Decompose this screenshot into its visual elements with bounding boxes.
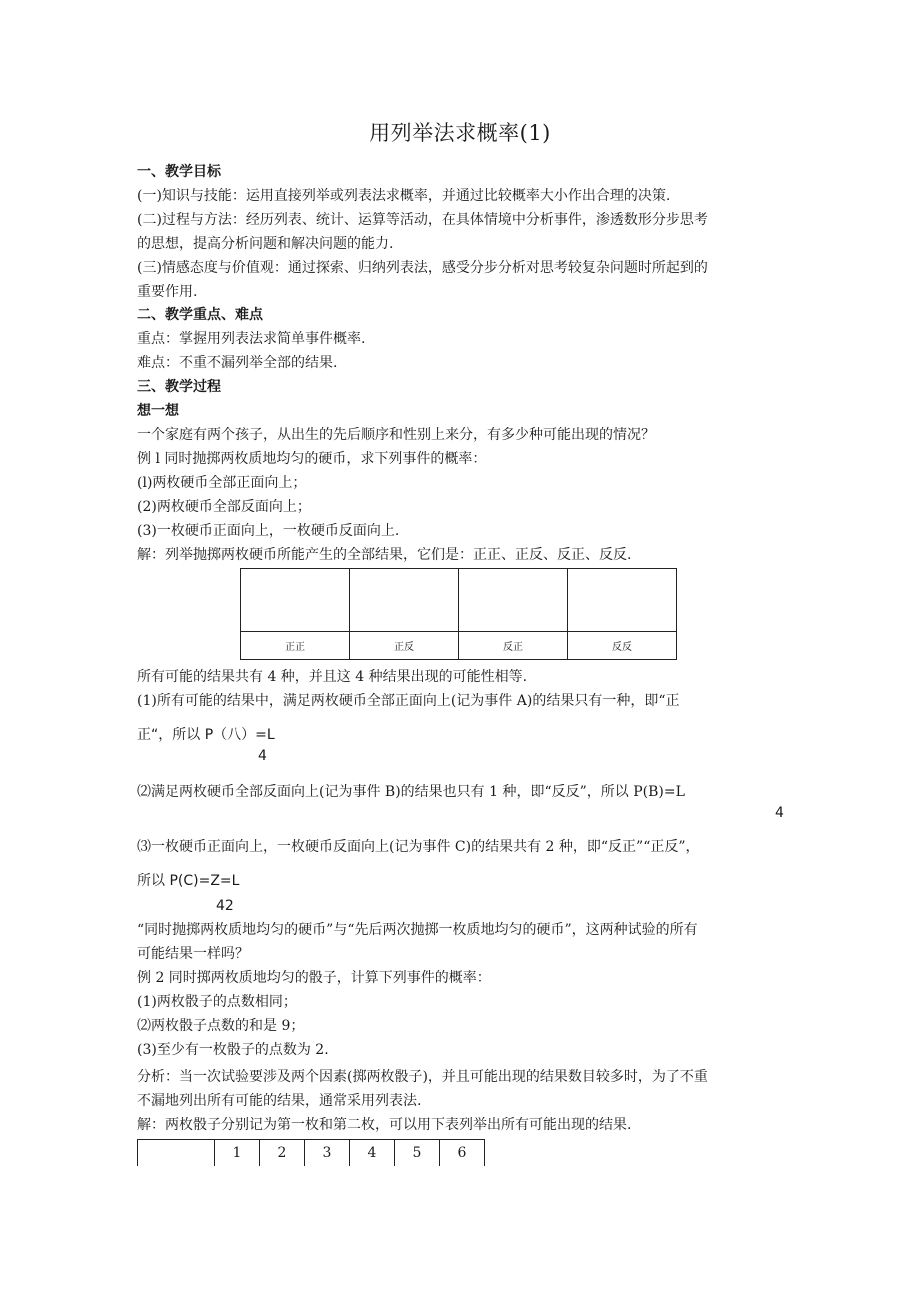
coin-results-table — [240, 568, 677, 660]
text-line: 一个家庭有两个孩子，从出生的先后顺序和性别上来分，有多少种可能出现的情况？ — [137, 427, 655, 443]
text-line: (三)情感态度与价值观：通过探索、归纳列表法，感受分步分析对思考较复杂问题时所起到的 — [137, 260, 708, 276]
text-line: (2)两枚硬币全部反面向上； — [137, 499, 311, 515]
text-line: 所有可能的结果共有 4 种，并且这 4 种结果出现的可能性相等. — [137, 669, 528, 685]
text-line: 的思想，提高分析问题和解决问题的能力. — [137, 236, 394, 252]
text-line: ⑵两枚骰子点数的和是 9； — [137, 1018, 305, 1034]
section-heading-objectives: 一、教学目标 — [137, 164, 221, 180]
section-heading-key-points: 二、教学重点、难点 — [137, 307, 263, 323]
text-line: 可能结果一样吗？ — [137, 946, 249, 962]
dice-header-cell: 4 — [350, 1140, 395, 1167]
text-line: “同时抛掷两枚质地均匀的硬币”与“先后两次抛掷一枚质地均匀的硬币”，这两种试验的所有 — [137, 922, 698, 938]
text-line: 分析：当一次试验要涉及两个因素(掷两枚骰子)，并且可能出现的结果数目较多时，为了不重 — [137, 1069, 708, 1085]
coin-result-label: 反正 — [459, 632, 568, 660]
text-line: (二)过程与方法：经历列表、统计、运算等活动，在具体情境中分析事件，渗透数形分步思考 — [137, 212, 708, 228]
coin-result-label: 正正 — [241, 632, 350, 660]
subheading-think: 想一想 — [137, 403, 179, 419]
text-line: (l)两枚硬币全部正面向上； — [137, 475, 307, 491]
text-line: ⑶一枚硬币正面向上，一枚硬币反面向上(记为事件 C)的结果共有 2 种，即“反正”“正反”， — [137, 839, 700, 855]
text-line: (3)至少有一枚骰子的点数为 2. — [137, 1042, 329, 1058]
text-line: 重点：掌握用列表法求简单事件概率. — [137, 331, 366, 347]
dice-header-cell: 5 — [395, 1140, 440, 1167]
dice-header-cell: 3 — [305, 1140, 350, 1167]
coin-image-cell — [568, 569, 677, 632]
dice-results-table — [137, 1139, 485, 1166]
text-line: 例 2 同时掷两枚质地均匀的骰子，计算下列事件的概率： — [137, 970, 491, 986]
dice-header-corner — [138, 1140, 215, 1167]
text-line: (3)一枚硬币正面向上，一枚硬币反面向上. — [137, 523, 400, 539]
dice-header-cell: 1 — [215, 1140, 260, 1167]
text-line: 例 l 同时抛掷两枚质地均匀的硬币，求下列事件的概率： — [137, 451, 487, 467]
section-heading-process: 三、教学过程 — [137, 379, 221, 395]
coin-result-label: 反反 — [568, 632, 677, 660]
text-line: 难点：不重不漏列举全部的结果. — [137, 355, 338, 371]
text-line: (1)所有可能的结果中，满足两枚硬币全部正面向上(记为事件 A)的结果只有一种，即“正 — [137, 693, 680, 709]
dice-header-cell: 2 — [260, 1140, 305, 1167]
text-line: 所以 P(C)=Z=L — [137, 873, 240, 889]
text-line: 解：两枚骰子分别记为第一枚和第二枚，可以用下表列举出所有可能出现的结果. — [137, 1117, 632, 1133]
coin-image-cell — [241, 569, 350, 632]
document-title: 用列举法求概率(1) — [369, 121, 551, 145]
text-line: (一)知识与技能：运用直接列举或列表法求概率，并通过比较概率大小作出合理的决策. — [137, 188, 671, 204]
dice-header-cell: 6 — [440, 1140, 485, 1167]
text-line: 不漏地列出所有可能的结果，通常采用列表法. — [137, 1093, 422, 1109]
coin-image-cell — [350, 569, 459, 632]
fraction-denominator: 42 — [216, 898, 234, 914]
text-line: 解：列举抛掷两枚硬币所能产生的全部结果，它们是：正正、正反、反正、反反. — [137, 547, 632, 563]
text-line: ⑵满足两枚硬币全部反面向上(记为事件 B)的结果也只有 1 种，即“反反”，所以 P(B)=L — [137, 784, 685, 800]
fraction-denominator: 4 — [258, 748, 267, 764]
coin-result-label: 正反 — [350, 632, 459, 660]
text-line: 正“，所以 P（八）=L — [137, 727, 275, 743]
text-line: (1)两枚骰子的点数相同； — [137, 994, 297, 1010]
coin-image-cell — [459, 569, 568, 632]
fraction-denominator: 4 — [775, 805, 784, 821]
text-line: 重要作用. — [137, 284, 198, 300]
